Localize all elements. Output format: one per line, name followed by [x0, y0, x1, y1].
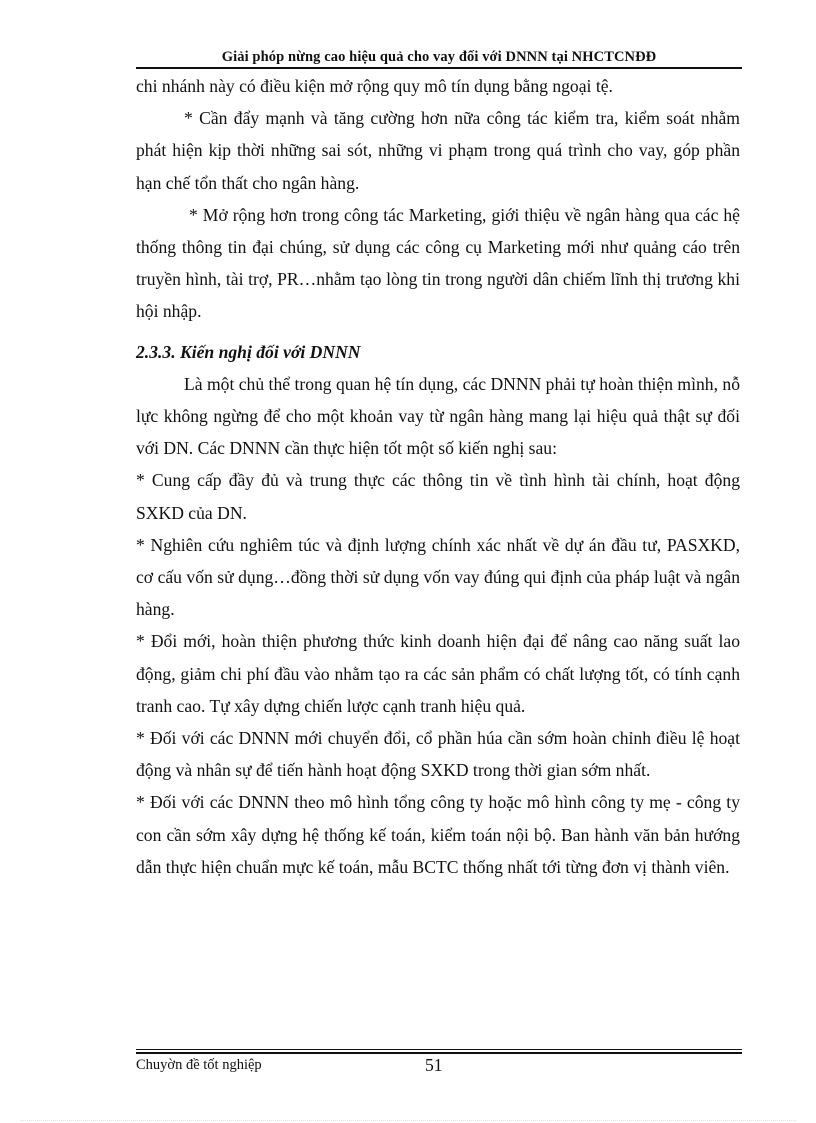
- paragraph-continuation: chi nhánh này có điều kiện mở rộng quy mô tín dụng bằng ngoại tệ.: [136, 76, 613, 96]
- paragraph-marketing: * Mở rộng hơn trong công tác Marketing, giới thiệu về ngân hàng qua các hệ thống thông tin đại chúng, sử dụng các công cụ Marketing mới như quảng cáo trên truyền hình, tài trợ, PR…nhằm tạo lòng tin trong người dân chiếm lĩnh thị trương khi hội nhập.: [136, 204, 740, 322]
- list-item: * Đổi mới, hoàn thiện phương thức kinh doanh hiện đại để nâng cao năng suất lao động, giảm chi phí đầu vào nhằm tạo ra các sản phẩm có chất lượng tốt, có tính cạnh tranh cao. Tự xây dựng chiến lược cạnh tranh hiệu quả.: [136, 631, 740, 716]
- page-number: 51: [425, 1055, 443, 1075]
- list-item: * Cung cấp đầy đủ và trung thực các thông tin về tình hình tài chính, hoạt động SXKD của DN.: [136, 470, 740, 523]
- page-edge-dots: [20, 1120, 796, 1121]
- list-item: * Đối với các DNNN mới chuyển đổi, cổ phần húa cần sớm hoàn chỉnh điều lệ hoạt động và nhân sự để tiến hành hoạt động SXKD trong thời gian sớm nhất.: [136, 728, 740, 781]
- running-header: Giải phóp nừng cao hiệu quả cho vay đối với DNNN tại NHCTCNĐĐ: [221, 49, 657, 65]
- body-text: [136, 70, 740, 883]
- footer-divider: [136, 1049, 742, 1050]
- paragraph-inspection: * Cần đẩy mạnh và tăng cường hơn nữa công tác kiểm tra, kiểm soát nhằm phát hiện kịp thời những sai sót, những vi phạm trong quá trình cho vay, góp phần hạn chế tổn thất cho ngân hàng.: [136, 108, 740, 193]
- list-item: * Nghiên cứu nghiêm túc và định lượng chính xác nhất về dự án đầu tư, PASXKD, cơ cấu vốn sử dụng…đồng thời sử dụng vốn vay đúng qui định của pháp luật và ngân hàng.: [136, 534, 740, 620]
- footer-label: Chuyờn đề tốt nghiệp: [136, 1057, 262, 1073]
- header-divider: [136, 67, 742, 69]
- list-item: * Đối với các DNNN theo mô hình tổng công ty hoặc mô hình công ty mẹ - công ty con cần sớm xây dựng hệ thống kế toán, kiểm toán nội bộ. Ban hành văn bản hướng dẫn thực hiện chuẩn mực kế toán, mẫu BCTC thống nhất tới từng đơn vị thành viên.: [136, 792, 740, 877]
- section-heading: 2.3.3. Kiến nghị đối với DNNN: [136, 341, 361, 362]
- paragraph-intro: Là một chủ thể trong quan hệ tín dụng, các DNNN phải tự hoàn thiện mình, nỗ lực không ngừng để cho một khoản vay từ ngân hàng mang lại hiệu quả thật sự đối với DN. Các DNNN cần thực hiện tốt một số kiến nghị sau:: [136, 373, 740, 459]
